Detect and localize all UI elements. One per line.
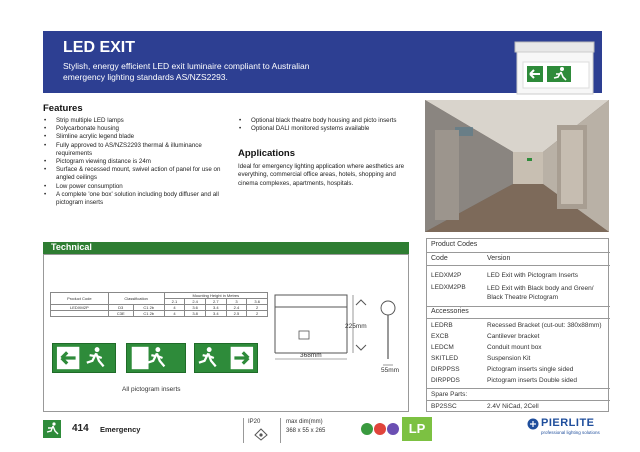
max-dim-value: 368 x 55 x 265: [286, 428, 326, 434]
dim-depth: 55mm: [381, 367, 400, 374]
table-cell: LEDXM2P: [51, 305, 109, 311]
page-title: LED EXIT: [63, 39, 136, 56]
corridor-photo: [425, 100, 609, 232]
product-codes-heading: Product Codes: [431, 241, 478, 248]
ip-rating-box: [243, 418, 281, 443]
table-cell: C3E: [108, 311, 133, 317]
footer-category: Emergency: [100, 425, 141, 434]
technical-heading: Technical: [51, 242, 92, 252]
spare-desc: 2.4V NiCad, 2Cell: [487, 403, 539, 410]
table-cell: 4: [164, 305, 185, 311]
accessory-desc: Cantilever bracket: [487, 333, 540, 340]
ip-rating: IP20: [248, 419, 261, 425]
pictogram-right-arrow: [194, 343, 258, 373]
features-heading: Features: [43, 103, 83, 114]
accessory-code: SKITLED: [431, 355, 459, 362]
accessory-code: DIRPPSS: [431, 366, 460, 373]
list-item: • Slimline acrylic legend blade: [43, 133, 229, 141]
list-item: • Fully approved to AS/NZS2293 thermal & illuminance requirements: [43, 142, 229, 158]
table-header: 3.6: [247, 299, 268, 305]
max-dim-label: max dim(mm): [286, 419, 323, 425]
list-item: • Low power consumption: [43, 183, 229, 191]
accessory-desc: Recessed Bracket (cut-out: 380x88mm): [487, 322, 602, 329]
mounting-height-table: [50, 292, 268, 317]
accessory-code: EXCB: [431, 333, 449, 340]
technical-bar: [43, 242, 409, 254]
pictogram-left-arrow: [52, 343, 116, 373]
pierlite-logo-icon: [527, 418, 539, 430]
table-cell: 2.4: [226, 305, 247, 311]
list-item: • Strip multiple LED lamps: [43, 117, 229, 125]
accessory-desc: Suspension Kit: [487, 355, 531, 362]
product-codes-panel: [426, 238, 609, 412]
table-cell: 2: [247, 305, 268, 311]
features-list-right: [238, 117, 418, 133]
accessory-desc: Conduit mount box: [487, 344, 542, 351]
accessory-code: DIRPPDS: [431, 377, 460, 384]
dim-height: 225mm: [345, 323, 367, 330]
product-code: LEDXM2P: [431, 272, 462, 279]
product-version: LED Exit with Pictogram Inserts: [487, 272, 579, 279]
brand-tagline: professional lighting solutions: [541, 430, 600, 435]
table-row: [51, 311, 268, 317]
accessory-code: LEDRB: [431, 322, 453, 329]
table-cell: [51, 311, 109, 317]
accessory-desc: Pictogram inserts single sided: [487, 366, 574, 373]
list-item: • Optional DALI monitored systems available: [238, 125, 418, 133]
accessory-code: LEDCM: [431, 344, 454, 351]
features-list-left: [43, 117, 229, 207]
table-header: Classification: [108, 293, 164, 305]
table-cell: 4: [164, 311, 185, 317]
product-version: LED Exit with Black body and Green/ Black Theatre Pictogram: [487, 285, 594, 301]
spares-heading: Spare Parts:: [431, 391, 468, 398]
applications-heading: Applications: [238, 148, 296, 159]
pictogram-running-man: [126, 343, 186, 373]
table-header: 3: [226, 299, 247, 305]
col-code-header: Code: [431, 255, 448, 262]
accessories-heading: Accessories: [431, 308, 469, 315]
accessory-desc: Pictogram inserts Double sided: [487, 377, 577, 384]
product-code: LEDXM2PB: [431, 284, 466, 291]
list-item: • Pictogram viewing distance is 24m: [43, 158, 229, 166]
drip-icon: [254, 428, 268, 441]
table-header: 2.4: [185, 299, 206, 305]
list-item: • Surface & recessed mount, swivel action of panel for use on angled ceilings: [43, 166, 229, 182]
table-cell: C1 2b: [133, 305, 164, 311]
col-version-header: Version: [487, 255, 511, 262]
table-header: Product Code: [51, 293, 109, 305]
table-cell: 2: [247, 311, 268, 317]
table-header: 2.1: [164, 299, 185, 305]
list-item: • Polycarbonate housing: [43, 125, 229, 133]
dim-width: 368mm: [300, 352, 322, 359]
table-cell: C1 2b: [133, 311, 164, 317]
table-header: Mounting Height in Metres: [164, 293, 267, 299]
table-cell: D3: [108, 305, 133, 311]
pictogram-caption: All pictogram inserts: [122, 386, 181, 393]
table-cell: 3.6: [185, 305, 206, 311]
table-cell: 2.5: [226, 311, 247, 317]
list-item: • Optional black theatre body housing and picto inserts: [238, 117, 418, 125]
table-cell: 3.4: [205, 311, 226, 317]
table-header: 2.7: [205, 299, 226, 305]
max-dimensions: [286, 418, 325, 436]
brand-name: PIERLITE: [541, 417, 595, 429]
list-item: • A complete 'one box' solution including body diffuser and all pictogram inserts: [43, 191, 229, 207]
exit-sign-product-image: [513, 40, 596, 96]
applications-text: Ideal for emergency lighting application where aesthetics are everything, commercial office areas, hotels, shopping and cinema complexes, apartments, hospitals.: [238, 163, 405, 187]
emergency-exit-icon: [43, 420, 61, 438]
lp-badge: LP: [402, 417, 432, 441]
page-number: 414: [72, 423, 89, 434]
table-cell: 3.8: [185, 311, 206, 317]
spare-code: BP2SSC: [431, 403, 457, 410]
table-cell: 3.4: [205, 305, 226, 311]
certification-icons: [360, 418, 400, 440]
page-subtitle: Stylish, energy efficient LED exit luminaire compliant to Australian emergency lighting standards AS/NZS2293.: [63, 61, 310, 82]
